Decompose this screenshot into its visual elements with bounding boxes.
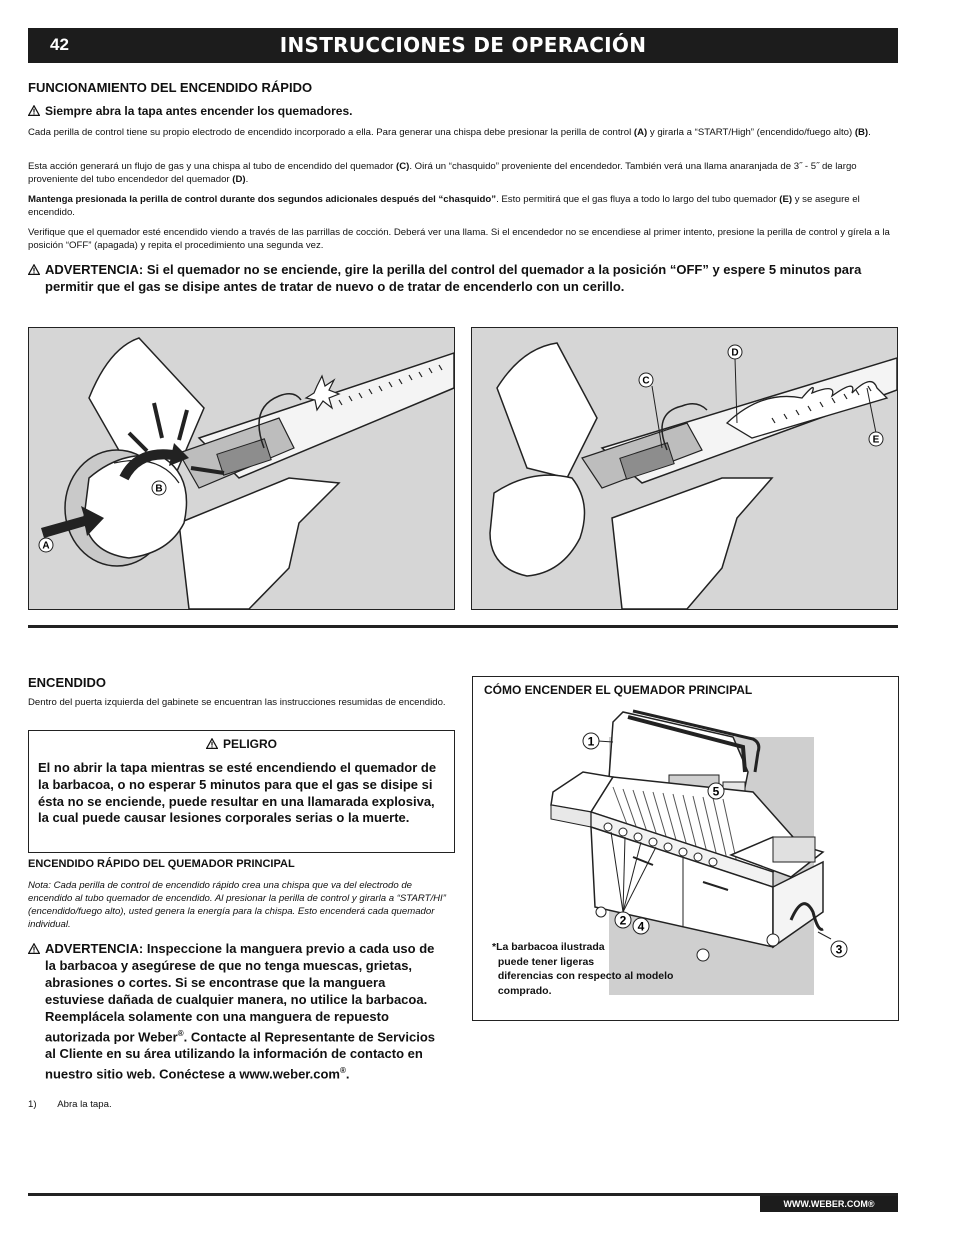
warning-icon <box>28 943 40 954</box>
paragraph-1 <box>28 126 900 139</box>
caution-line <box>28 104 352 118</box>
callout-2: 2 <box>619 913 627 928</box>
warning-2-end: . <box>345 1066 350 1082</box>
figure-knob-press <box>28 327 455 610</box>
warning-icon <box>28 105 40 116</box>
grill-caption: *La barbacoa ilustrada puede tener ligeras diferencias con respecto al modelo comprado. <box>492 941 674 997</box>
step-1-number: 1) <box>28 1099 37 1110</box>
p3-ref-e: (E) <box>779 194 793 205</box>
callout-d: D <box>731 347 739 359</box>
callout-c: C <box>642 375 650 387</box>
p2-text-c: . <box>245 174 249 185</box>
registered-mark-2: ® <box>340 1066 346 1076</box>
p2-ref-c: (C) <box>396 161 410 172</box>
step-1 <box>28 1098 112 1111</box>
callout-3: 3 <box>835 942 843 957</box>
warning-block-1 <box>28 261 898 295</box>
warning-2-part-a: ADVERTENCIA: Inspeccione la manguera previo a cada uso de la barbacoa y asegúrese de que no tenga muescas, grietas, abrasiones o cortes. Si se encontrase que la manguera estuviese dañada de cualquier manera, no utilice la barbacoa. Reemplácela solamente con una manguera de repuesto autorizada por Weber <box>45 941 435 1045</box>
page-number: 42 <box>50 35 69 54</box>
figure-burner-flame <box>471 327 898 610</box>
caution-text: Siempre abra la tapa antes encender los quemadores. <box>45 104 353 118</box>
p3-bold: Mantenga presionada la perilla de control durante dos segundos adicionales después del “chasquido” <box>28 194 497 205</box>
knob-press-illustration <box>29 328 454 609</box>
callout-5: 5 <box>712 784 720 799</box>
p1-ref-a: (A) <box>633 127 648 138</box>
p3-text-b: y se asegure el encendido. <box>28 194 860 218</box>
page-title: INSTRUCCIONES DE OPERACIÓN <box>279 33 647 57</box>
p1-ref-b: (B) <box>854 127 869 138</box>
paragraph-4: Verifique que el quemador esté encendido viendo a través de las parrillas de cocción. Deberá ver una llama. Si el encendedor no se encendiese al primer intento, presione la perilla de control y gírela a la posición “OFF” (apagada) y repita el procedimiento una segunda vez. <box>28 227 890 251</box>
p2-ref-d: (D) <box>232 174 246 185</box>
figure-grill-box <box>472 676 899 1021</box>
paragraph-2 <box>28 160 900 186</box>
section-heading-quick-ignition: FUNCIONAMIENTO DEL ENCENDIDO RÁPIDO <box>28 80 313 95</box>
danger-text: El no abrir la tapa mientras se esté encendiendo el quemador de la barbacoa, o no esperar 5 minutos para que el gas se disipe si ésta no se enciende, puede resultar en una llamarada explosiva, la cual puede causar lesiones corporales serias o la muerte. <box>38 760 437 826</box>
page-header <box>28 28 898 63</box>
warning-block-2 <box>28 940 448 1083</box>
danger-title-row <box>29 737 454 751</box>
note-text: Nota: Cada perilla de control de encendido rápido crea una chispa que va del electrodo de encendido al tubo quemador de encendido. Al presionar la perilla de control y girarla a “START/HI” (encendido/fuego alto), usted genera la energía para la chispa. Esto encenderá cada quemador individual. <box>28 880 446 930</box>
paragraph-3 <box>28 193 900 219</box>
registered-mark: ® <box>177 1029 184 1038</box>
callout-a: A <box>42 540 50 552</box>
danger-box <box>28 730 455 853</box>
warning-icon <box>28 264 40 275</box>
p1-text-b: y girarla a “START/High” (encendido/fuego alto) <box>647 127 855 138</box>
p2-text-b: . Oirá un “chasquido” proveniente del encendedor. También verá una llama anaranjada de 3˝ - 5˝ de largo proveniente del tubo encendedor del quemador <box>28 161 857 185</box>
p1-text-a: Cada perilla de control tiene su propio electrodo de encendido incorporado a ella. Para generar una chispa debe presionar la perilla de control <box>28 127 634 138</box>
warning-icon <box>206 738 218 749</box>
footer-url: WWW.WEBER.COM® <box>760 1196 898 1212</box>
danger-title: PELIGRO <box>222 737 277 751</box>
subheading-quick-main-burner: ENCENDIDO RÁPIDO DEL QUEMADOR PRINCIPAL <box>28 858 295 870</box>
ignition-intro: Dentro del puerta izquierda del gabinete se encuentran las instrucciones resumidas de encendido. <box>28 697 446 708</box>
callout-e: E <box>872 434 880 446</box>
p1-text-c: . <box>868 127 871 138</box>
step-1-text: Abra la tapa. <box>57 1099 112 1110</box>
p3-text-a: . Esto permitirá que el gas fluya a todo lo largo del tubo quemador <box>496 194 780 205</box>
callout-b: B <box>155 483 163 495</box>
section-heading-ignition: ENCENDIDO <box>28 675 107 690</box>
p2-text-a: Esta acción generará un flujo de gas y una chispa al tubo de encendido del quemador <box>28 161 397 172</box>
section-divider <box>28 625 898 628</box>
warning-text-2 <box>45 940 448 1083</box>
callout-4: 4 <box>637 919 645 934</box>
warning-text-1: ADVERTENCIA: Si el quemador no se enciende, gire la perilla del control del quemador a la posición “OFF” y espere 5 minutos para permitir que el gas se disipe antes de tratar de nuevo o de tratar de encenderlo con un cerillo. <box>45 262 862 294</box>
burner-flame-illustration <box>472 328 897 609</box>
warning-2-part-b: . Contacte al Representante de Servicios al Cliente en su área utilizando la información de contacto en nuestro sitio web. Conéctese a www.weber.com <box>45 1029 436 1082</box>
callout-1: 1 <box>587 734 595 749</box>
grill-figure-heading: CÓMO ENCENDER EL QUEMADOR PRINCIPAL <box>484 683 753 697</box>
